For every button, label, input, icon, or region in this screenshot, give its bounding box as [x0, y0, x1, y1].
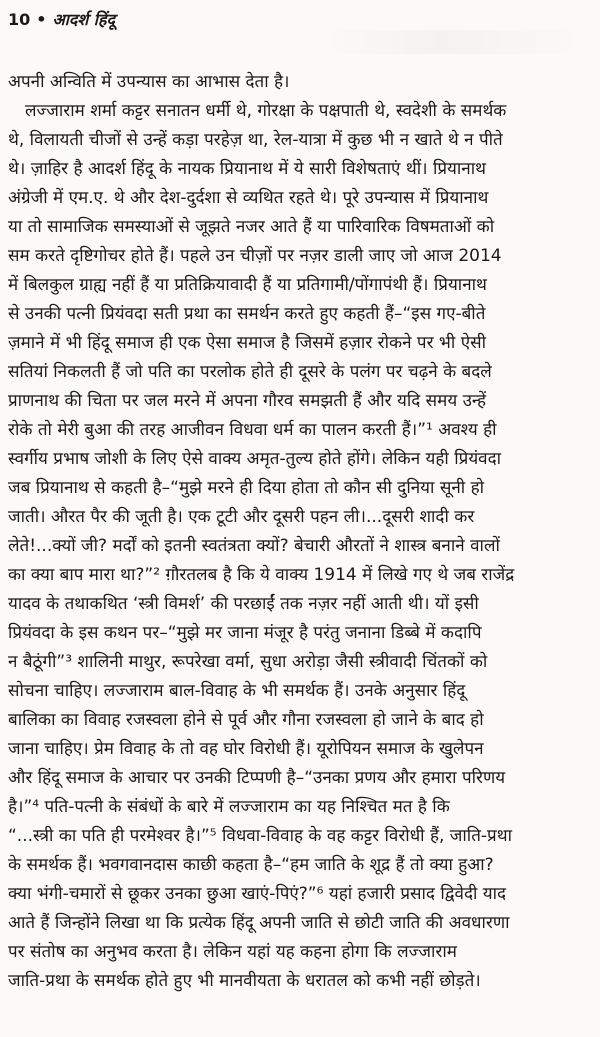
text-line: से उनकी पत्नी प्रियंवदा सती प्रथा का समर्थन करते हुए कहती हैं–“इस गए-बीते: [8, 304, 486, 324]
show-through-shadow: [324, 30, 584, 54]
text-line: जाती। औरत पैर की जूती है। एक टूटी और दूसरी पहन ली।...दूसरी शादी कर: [8, 507, 475, 527]
text-line: प्रियंवदा के इस कथन पर–“मुझे मर जाना मंजूर है परंतु जनाना डिब्बे में कदापि: [8, 623, 482, 643]
text-line: सतियां निकलती हैं जो पति का परलोक होते ही दूसरे के पलंग पर चढ़ने के बदले: [8, 362, 492, 382]
text-line: न बैठूंगी”³ शालिनी माथुर, रूपरेखा वर्मा, सुधा अरोड़ा जैसी स्त्रीवादी चिंतकों को: [8, 652, 488, 672]
text-line: है।”⁴ पति-पत्नी के संबंधों के बारे में लज्जाराम का यह निश्चित मत है कि: [8, 797, 450, 817]
text-line: क्या भंगी-चमारों से छूकर उनका छुआ खाएं-पिएं?”⁶ यहां हजारी प्रसाद द्विवेदी याद: [8, 884, 507, 904]
text-line: थे। ज़ाहिर है आदर्श हिंदू के नायक प्रियानाथ में ये सारी विशेषताएं थीं। प्रियानाथ: [8, 159, 487, 179]
text-line: सम करते दृष्टिगोचर होते हैं। पहले उन चीज़ों पर नज़र डाली जाए जो आज 2014: [8, 246, 502, 266]
page-header: [8, 10, 115, 30]
page-number: 10: [8, 10, 31, 29]
text-line: लेते!...क्यों जी? मर्दों को इतनी स्वतंत्रता क्यों? बेचारी औरतों ने शास्त्र बनाने वालों: [8, 536, 500, 556]
text-line: पर संतोष का अनुभव करता है। लेकिन यहां यह कहना होगा कि लज्जाराम: [8, 942, 457, 962]
text-line: रोके तो मेरी बुआ की तरह आजीवन विधवा धर्म का पालन करती हैं।”¹ अवश्य ही: [8, 420, 497, 440]
text-line: अपनी अन्विति में उपन्यास का आभास देता है।: [8, 72, 290, 92]
text-line: जाति-प्रथा के समर्थक होते हुए भी मानवीयता के धरातल को कभी नहीं छोड़ते।: [8, 971, 481, 991]
text-line: थे, विलायती चीजों से उन्हें कड़ा परहेज़ था, रेल-यात्रा में कुछ भी न खाते थे न पीते: [8, 130, 503, 150]
book-title: आदर्श हिंदू: [52, 10, 115, 29]
text-line: स्वर्गीय प्रभाष जोशी के लिए ऐसे वाक्य अमृत-तुल्य होते होंगे। लेकिन यही प्रियंवदा: [8, 449, 502, 469]
text-line: प्राणनाथ की चिता पर जल मरने में अपना गौरव समझती हैं और यदि समय उन्हें: [8, 391, 487, 411]
text-line: लज्जाराम शर्मा कट्टर सनातन धर्मी थे, गोरक्षा के पक्षपाती थे, स्वदेशी के समर्थक: [25, 101, 507, 121]
text-line: जाना चाहिए। प्रेम विवाह के तो वह घोर विरोधी हैं। यूरोपियन समाज के खुलेपन: [8, 739, 484, 759]
text-line: यादव के तथाकथित ‘स्त्री विमर्श’ की परछाईं तक नज़र नहीं आती थी। यों इसी: [8, 594, 479, 614]
text-line: जब प्रियानाथ से कहती है–“मुझे मरने ही दिया होता तो कौन सी दुनिया सूनी हो: [8, 478, 485, 498]
text-line: ज़माने में भी हिंदू समाज ही एक ऐसा समाज है जिसमें हज़ार रोकने पर भी ऐसी: [8, 333, 486, 353]
text-line: का क्या बाप मारा था?”² ग़ौरतलब है कि ये वाक्य 1914 में लिखे गए थे जब राजेंद्र: [8, 565, 515, 585]
text-line: बालिका का विवाह रजस्वला होने से पूर्व और गौना रजस्वला हो जाने के बाद हो: [8, 710, 484, 730]
text-line: आते हैं जिन्होंने लिखा था कि प्रत्येक हिंदू अपनी जाति से छोटी जाति की अवधारणा: [8, 913, 510, 933]
text-line: “...स्त्री का पति ही परमेश्वर है।”⁵ विधवा-विवाह के वह कट्टर विरोधी हैं, जाति-प्रथा: [8, 826, 512, 846]
text-line: और हिंदू समाज के आचार पर उनकी टिप्पणी है–“उनका प्रणय और हमारा परिणय: [8, 768, 506, 788]
text-line: में बिलकुल ग्राह्य नहीं हैं या प्रतिक्रियावादी हैं या प्रतिगामी/पोंगापंथी हैं। प्रियानाथ: [8, 275, 487, 295]
text-line: या तो सामाजिक समस्याओं से जूझते नजर आते हैं या पारिवारिक विषमताओं को: [8, 217, 495, 237]
text-line: अंग्रेजी में एम.ए. थे और देश-दुर्दशा से व्यथित रहते थे। पूरे उपन्यास में प्रियानाथ: [8, 188, 489, 208]
text-line: के समर्थक हैं। भवगवानदास काछी कहता है–“हम जाति के शूद्र हैं तो क्या हुआ?: [8, 855, 494, 875]
body-text: [0, 67, 600, 1027]
text-line: सोचना चाहिए। लज्जाराम बाल-विवाह के भी समर्थक हैं। उनके अनुसार हिंदू: [8, 681, 466, 701]
header-bullet: •: [36, 10, 47, 29]
